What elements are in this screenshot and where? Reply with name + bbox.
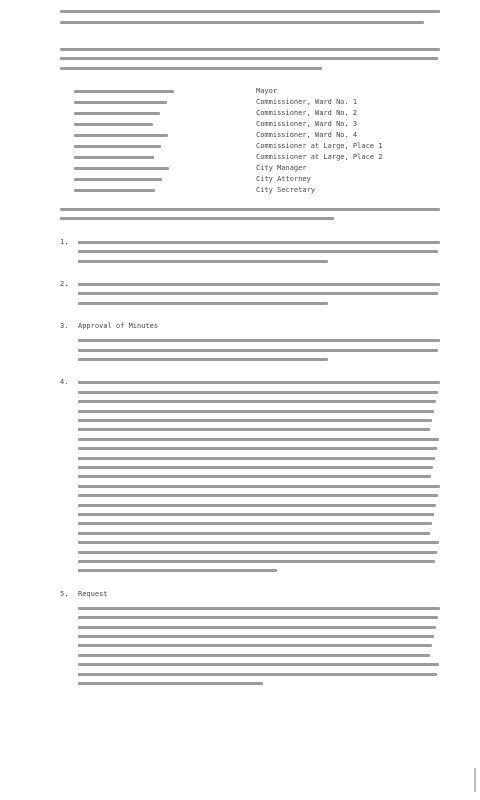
item-4-line [78,419,432,422]
item-5-line [78,626,436,629]
item-4-line [78,466,433,469]
item-5-line [78,673,437,676]
item-4-line [78,541,439,544]
item-1-line [78,260,328,263]
item-5-line [78,663,439,666]
quorum-line [60,208,440,211]
member-title: Commissioner at Large, Place 2 [256,153,383,161]
item-3-line [78,349,438,352]
item-4-line [78,551,437,554]
item-5-line [78,644,432,647]
item-3-line [78,358,328,361]
item-3-line [78,339,440,342]
item-5-line [78,607,440,610]
item-number: 5. [60,589,69,598]
member-name-line [74,90,174,93]
item-4-line [78,457,435,460]
item-4-line [78,532,430,535]
item-2-line [78,283,440,286]
page-edge-mark [474,768,476,792]
item-4-line [78,438,439,441]
item-4-line [78,447,437,450]
member-name-line [74,178,162,181]
member-title: Commissioner at Large, Place 1 [256,142,383,150]
item-1-line [78,250,438,253]
member-name-line [74,167,169,170]
item-4-line [78,485,440,488]
heading-line [60,10,440,13]
item-4-line [78,400,436,403]
member-name-line [74,123,153,126]
member-name-line [74,145,161,148]
item-4-line [78,494,438,497]
item-4-line [78,381,440,384]
item-4-line [78,560,435,563]
member-title: Mayor [256,87,278,95]
quorum-line [60,217,334,220]
member-title: City Secretary [256,186,316,194]
item-4-line [78,522,432,525]
item-number: 2. [60,280,69,288]
member-name-line [74,112,160,115]
item-4-line [78,513,434,516]
intro-line [60,67,322,70]
item-1-line [78,241,440,244]
member-title: City Attorney [256,175,311,183]
item-number: 1. [60,237,69,246]
intro-line [60,48,440,51]
member-name-line [74,189,155,192]
item-4-line [78,475,431,478]
member-title: Commissioner, Ward No. 3 [256,120,358,128]
member-title: Commissioner, Ward No. 2 [256,109,358,117]
member-title: Commissioner, Ward No. 1 [256,98,358,106]
item-2-line [78,292,438,295]
item-4-line [78,391,438,394]
item-number: 4. [60,378,69,387]
item-5-line [78,682,263,685]
member-name-line [74,156,154,159]
item-4-line [78,504,436,507]
intro-line [60,57,438,60]
item-number: 3. [60,322,69,331]
item-4-line [78,428,430,431]
heading-line [60,21,424,24]
member-name-line [74,134,168,137]
item-5-line [78,654,430,657]
member-title: Commissioner, Ward No. 4 [256,131,358,139]
item-heading: Approval of Minutes [78,322,159,331]
member-title: City Manager [256,164,307,172]
item-2-line [78,302,328,305]
item-5-line [78,635,434,638]
item-heading: Request [78,589,108,598]
item-5-line [78,616,438,619]
member-name-line [74,101,167,104]
item-4-line [78,410,434,413]
item-4-line [78,569,277,572]
